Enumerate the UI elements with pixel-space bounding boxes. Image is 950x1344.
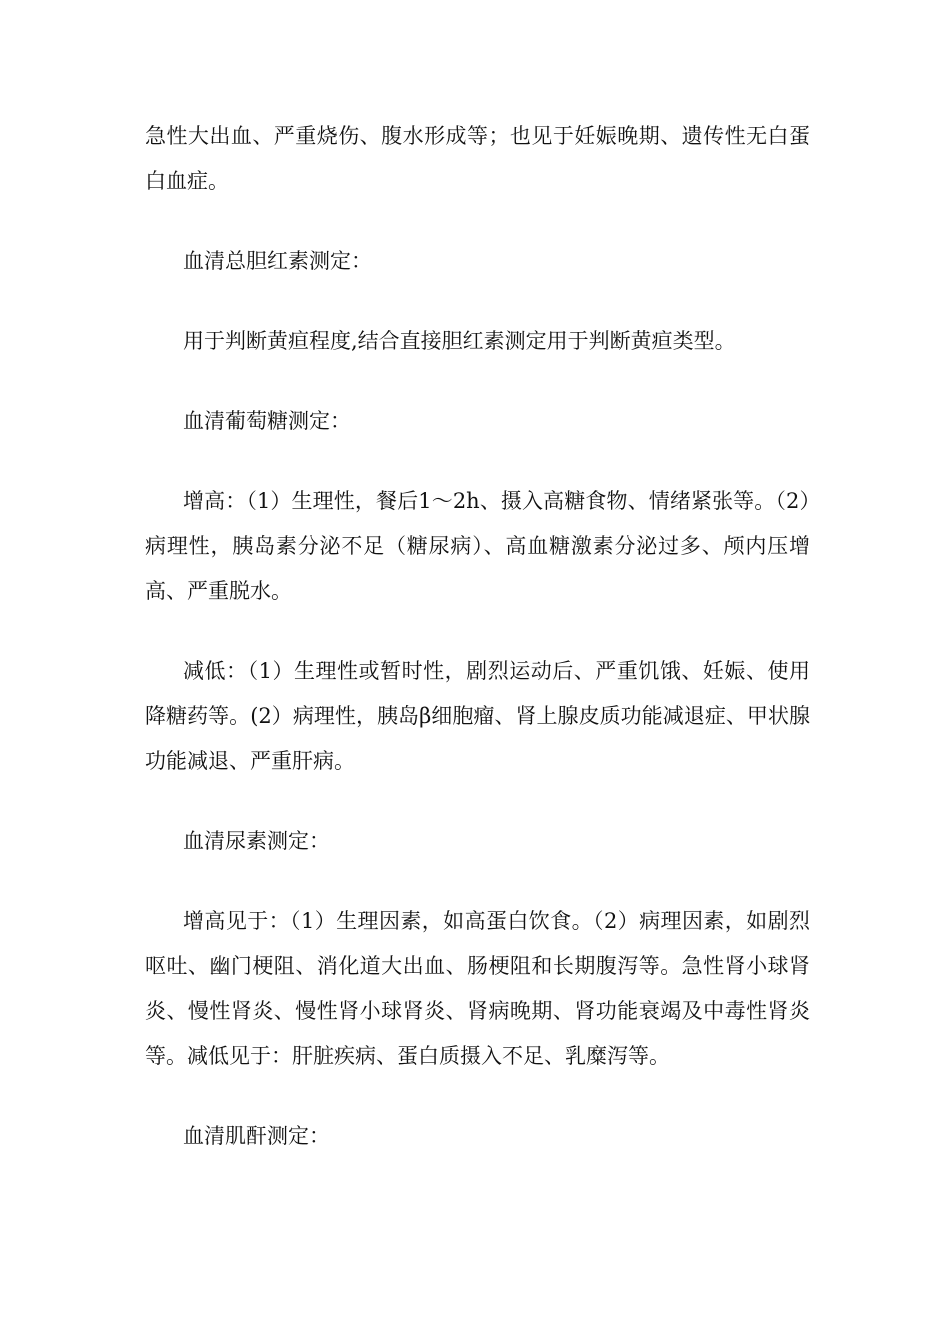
heading-urea: 血清尿素测定： — [183, 829, 330, 853]
paragraph-glucose-increase: 增高：（1）生理性，餐后1～2h、摄入高糖食物、情绪紧张等。（2）病理性，胰岛素分泌不足（糖尿病）、高血糖激素分泌过多、颅内压增高、严重脱水。 — [145, 489, 810, 603]
heading-total-bilirubin: 血清总胆红素测定： — [183, 249, 372, 273]
paragraph-bilirubin-usage: 用于判断黄疸程度,结合直接胆红素测定用于判断黄疸类型。 — [183, 329, 736, 353]
heading-glucose: 血清葡萄糖测定： — [183, 409, 351, 433]
document-body — [145, 114, 810, 1194]
paragraph-urea-changes: 增高见于：（1）生理因素，如高蛋白饮食。（2）病理因素，如剧烈呕吐、幽门梗阻、消化道大出血、肠梗阻和长期腹泻等。急性肾小球肾炎、慢性肾炎、慢性肾小球肾炎、肾病晚期、肾功能衰竭及中毒性肾炎等。减低见于：肝脏疾病、蛋白质摄入不足、乳糜泻等。 — [145, 909, 810, 1068]
paragraph-continuation: 急性大出血、严重烧伤、腹水形成等；也见于妊娠晚期、遗传性无白蛋白血症。 — [145, 124, 810, 193]
paragraph-glucose-decrease: 减低：（1）生理性或暂时性，剧烈运动后、严重饥饿、妊娠、使用降糖药等。(2）病理性，胰岛β细胞瘤、肾上腺皮质功能减退症、甲状腺功能减退、严重肝病。 — [145, 659, 810, 773]
heading-creatinine: 血清肌酐测定： — [183, 1124, 330, 1148]
